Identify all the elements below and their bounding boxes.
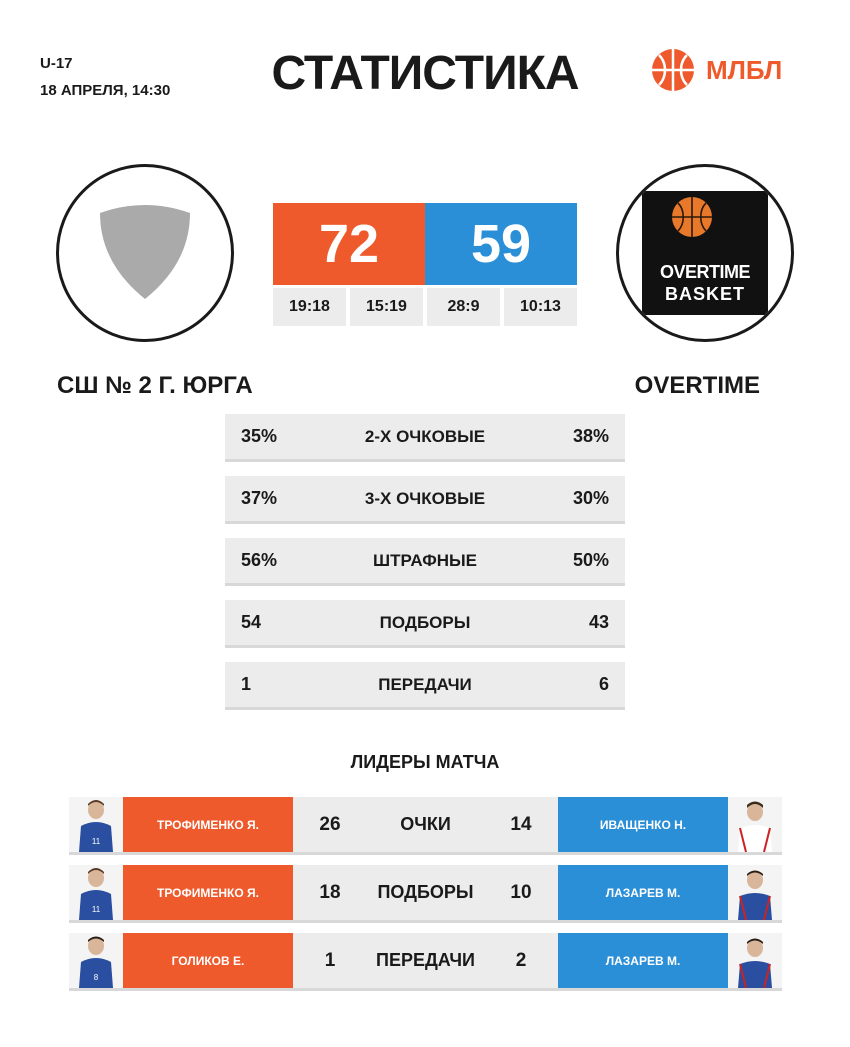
player-avatar-icon	[732, 797, 778, 852]
quarter-scores	[273, 288, 577, 326]
stat-home-value: 54	[241, 612, 262, 632]
match-date: 18 АПРЕЛЯ, 14:30	[40, 82, 171, 99]
leader-values	[293, 933, 558, 988]
away-logo-text-1: OVERTIME	[659, 262, 750, 282]
stat-home-value: 37%	[241, 488, 278, 508]
leaders-list	[69, 797, 782, 1001]
page-title: СТАТИСТИКА	[271, 47, 579, 100]
away-leader-value: 2	[515, 949, 527, 971]
stat-home-value: 56%	[241, 550, 278, 570]
home-leader-value: 26	[319, 813, 341, 835]
stat-row	[225, 538, 625, 586]
basketball-icon	[650, 47, 696, 93]
stat-away-value: 6	[598, 674, 609, 694]
team-stats	[225, 414, 625, 724]
jersey-number: 8	[93, 973, 99, 982]
stat-row	[225, 600, 625, 648]
stat-away-value: 43	[588, 612, 609, 632]
jersey-number: 11	[91, 837, 101, 846]
leader-row	[69, 865, 782, 923]
home-player-photo	[69, 797, 123, 852]
home-score: 72	[273, 203, 425, 285]
home-player-photo	[69, 933, 123, 988]
player-avatar-icon	[732, 933, 778, 988]
away-player-name: ЛАЗАРЕВ М.	[558, 865, 728, 920]
away-team-logo	[616, 164, 794, 342]
leader-row	[69, 797, 782, 855]
stat-away-value: 38%	[572, 426, 609, 446]
stat-label: 3-Х ОЧКОВЫЕ	[364, 488, 486, 508]
scoreboard	[273, 203, 577, 285]
home-leader-value: 1	[324, 949, 336, 971]
stat-row	[225, 414, 625, 462]
stat-away-value: 30%	[572, 488, 609, 508]
player-avatar-icon	[73, 865, 119, 920]
leaders-title: ЛИДЕРЫ МАТЧА	[350, 752, 500, 772]
player-avatar-icon	[73, 933, 119, 988]
brand-logo	[650, 47, 782, 93]
leader-values	[293, 797, 558, 852]
brand-name: МЛБЛ	[706, 54, 783, 85]
player-avatar-icon	[73, 797, 119, 852]
away-leader-value: 14	[510, 813, 532, 835]
shield-icon	[95, 203, 195, 303]
quarter-4-score: 10:13	[504, 288, 577, 326]
away-player-name: ИВАЩЕНКО Н.	[558, 797, 728, 852]
away-player-name: ЛАЗАРЕВ М.	[558, 933, 728, 988]
away-player-photo	[728, 797, 782, 852]
away-leader-value: 10	[510, 881, 532, 903]
home-team-name: СШ № 2 Г. ЮРГА	[57, 372, 253, 399]
basketball-icon	[670, 195, 714, 239]
quarter-3-score: 28:9	[427, 288, 500, 326]
stat-away-value: 50%	[572, 550, 609, 570]
quarter-1-score: 19:18	[273, 288, 346, 326]
age-group: U-17	[40, 55, 73, 72]
leader-category: ОЧКИ	[400, 814, 451, 834]
leader-row	[69, 933, 782, 991]
away-logo-text-2: BASKET	[664, 284, 745, 304]
home-team-logo	[56, 164, 234, 342]
stat-label: 2-Х ОЧКОВЫЕ	[364, 426, 486, 446]
stat-row	[225, 662, 625, 710]
stat-row	[225, 476, 625, 524]
away-score: 59	[425, 203, 577, 285]
stat-home-value: 35%	[241, 426, 278, 446]
jersey-number: 11	[91, 905, 101, 914]
leader-values	[293, 865, 558, 920]
stat-label: ШТРАФНЫЕ	[373, 550, 477, 570]
stat-home-value: 1	[241, 674, 252, 694]
stat-label: ПОДБОРЫ	[379, 612, 471, 632]
home-player-name: ГОЛИКОВ Е.	[123, 933, 293, 988]
home-player-name: ТРОФИМЕНКО Я.	[123, 797, 293, 852]
overtime-basket-logo	[642, 191, 768, 315]
home-leader-value: 18	[319, 881, 341, 903]
leader-category: ПОДБОРЫ	[377, 882, 474, 902]
away-player-photo	[728, 865, 782, 920]
quarter-2-score: 15:19	[350, 288, 423, 326]
away-player-photo	[728, 933, 782, 988]
away-team-name: OVERTIME	[634, 372, 760, 399]
home-player-photo	[69, 865, 123, 920]
home-player-name: ТРОФИМЕНКО Я.	[123, 865, 293, 920]
player-avatar-icon	[732, 865, 778, 920]
leader-category: ПЕРЕДАЧИ	[376, 950, 475, 970]
stat-label: ПЕРЕДАЧИ	[378, 674, 472, 694]
